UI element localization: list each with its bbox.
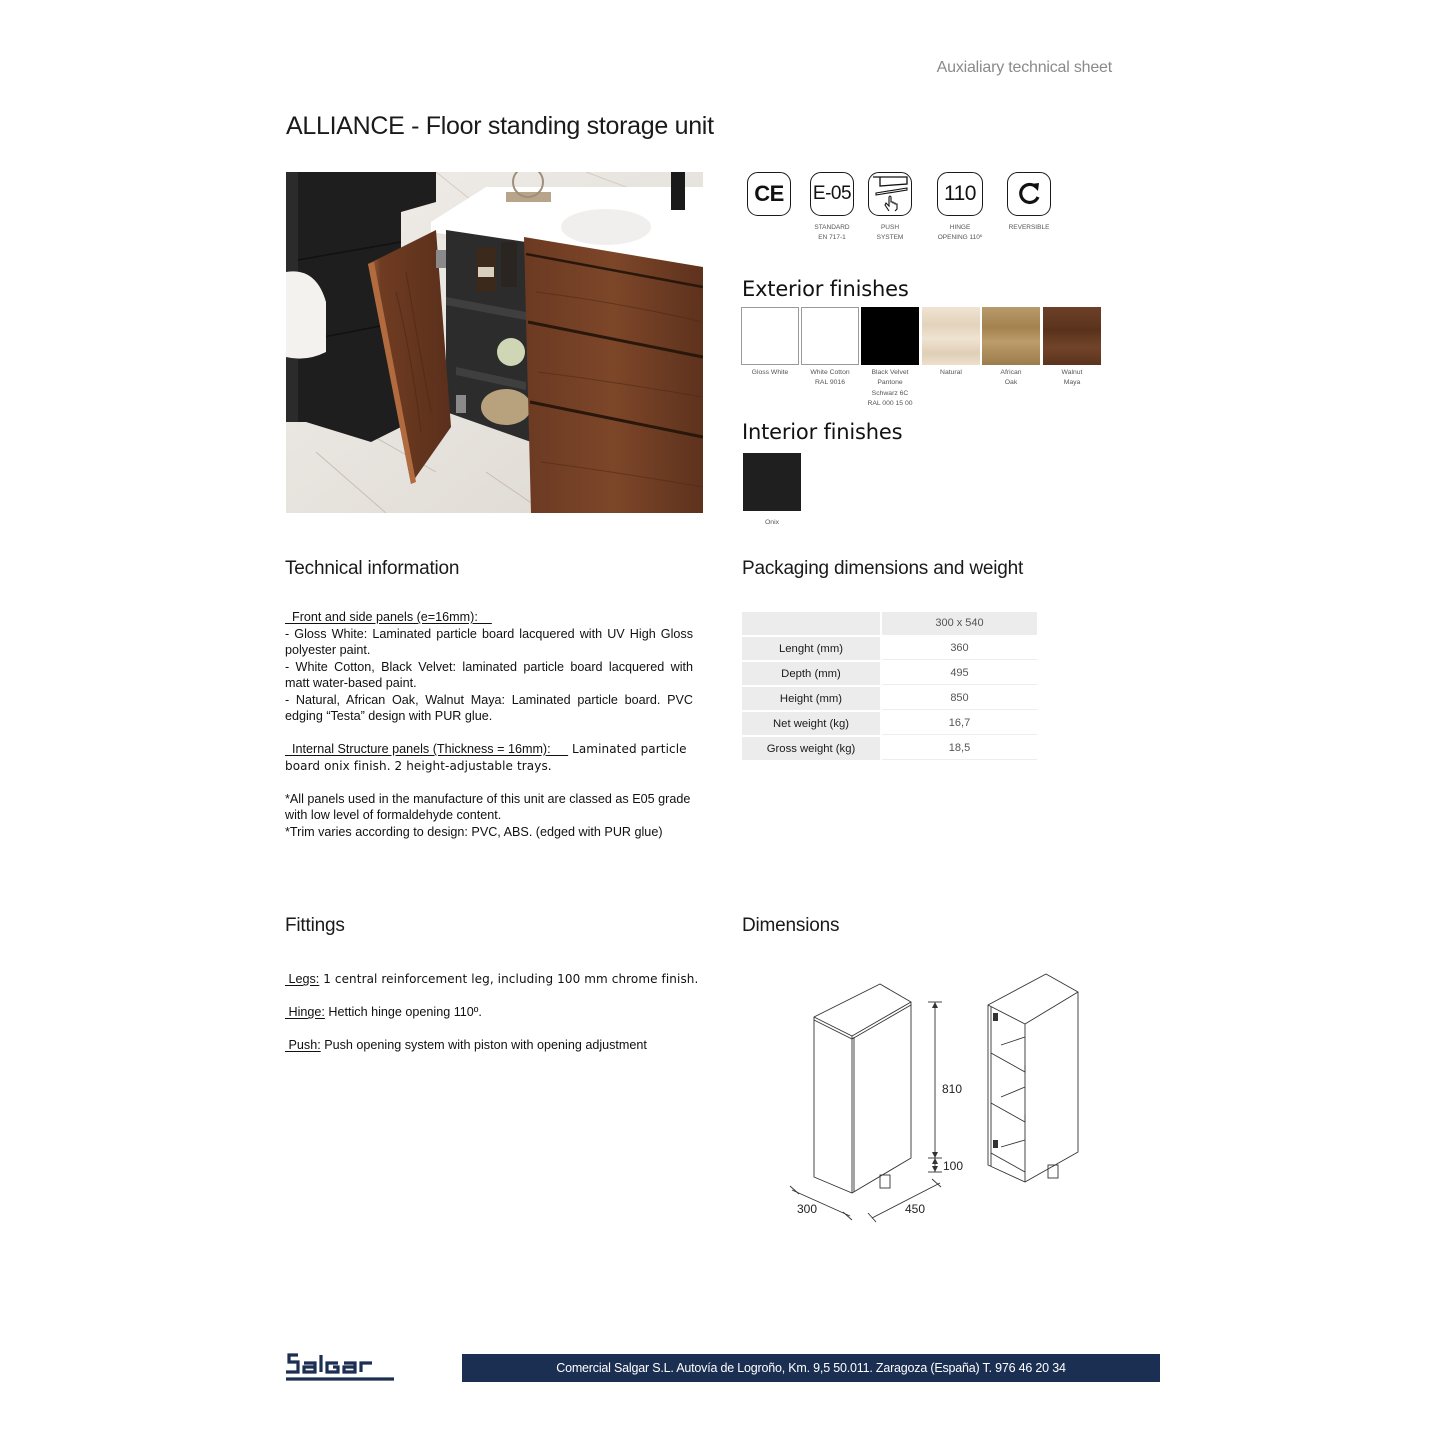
technical-information-title: Technical information <box>285 558 460 579</box>
salgar-logo <box>284 1352 398 1384</box>
ce-mark-feature <box>741 172 797 216</box>
fitting-text: 1 central reinforcement leg, including 100 mm chrome finish. <box>319 972 699 986</box>
feature-icons <box>741 172 1071 252</box>
dimensions-title: Dimensions <box>742 915 840 936</box>
packaging-table <box>740 610 1039 762</box>
swatch-chip <box>741 307 799 365</box>
row-label: Height (mm) <box>742 687 880 710</box>
swatch-african-oak <box>982 307 1040 389</box>
reversible-icon <box>1007 172 1051 216</box>
swatch-black-velvet <box>861 307 919 409</box>
product-photo <box>286 172 703 513</box>
fittings-body <box>285 971 715 1070</box>
row-value: 850 <box>882 687 1037 710</box>
swatch-label: Schwarz 6C <box>871 389 909 397</box>
feature-caption: SYSTEM <box>876 234 904 241</box>
swatch-chip <box>861 307 919 365</box>
swatch-chip <box>1043 307 1101 365</box>
table-row <box>742 712 1037 735</box>
fitting-text: Hettich hinge opening 110º. <box>324 1005 482 1019</box>
dimensions-drawing <box>780 965 1100 1225</box>
height-dimension-label: 810 <box>942 1082 963 1096</box>
page-title: ALLIANCE - Floor standing storage unit <box>286 112 714 140</box>
row-value: 495 <box>882 662 1037 685</box>
swatch-walnut-maya <box>1043 307 1101 389</box>
row-label: Gross weight (kg) <box>742 737 880 760</box>
tech-line: - Natural, African Oak, Walnut Maya: Laminated particle board. PVC edging “Testa” design with PUR glue. <box>285 692 693 723</box>
tech-note: *Trim varies according to design: PVC, ABS. (edged with PUR glue) <box>285 824 663 839</box>
swatch-chip <box>982 307 1040 365</box>
row-value: 16,7 <box>882 712 1037 735</box>
feature-caption: PUSH <box>880 224 900 231</box>
e05-standard-feature <box>804 172 860 243</box>
swatch-label: Black Velvet <box>871 369 909 376</box>
push-system-icon <box>868 172 912 216</box>
swatch-label: Onix <box>765 519 779 526</box>
tech-line: - Gloss White: Laminated particle board lacquered with UV High Gloss polyester paint. <box>285 626 693 657</box>
swatch-label: RAL 9016 <box>815 379 845 387</box>
swatch-label: African <box>1000 369 1022 376</box>
row-label: Lenght (mm) <box>742 637 880 660</box>
table-column-header: 300 x 540 <box>882 612 1037 635</box>
swatch-label: Maya <box>1063 379 1081 387</box>
front-panels-heading: Front and side panels (e=16mm): <box>285 610 492 624</box>
depth-dimension-label: 450 <box>905 1202 926 1216</box>
feature-caption: REVERSIBLE <box>1008 224 1050 231</box>
technical-information-body <box>285 609 693 840</box>
table-row <box>742 612 1037 635</box>
fitting-legs <box>285 971 715 988</box>
fitting-text: Push opening system with piston with opening adjustment <box>320 1038 647 1052</box>
fitting-hinge <box>285 1004 715 1021</box>
row-value: 360 <box>882 637 1037 660</box>
table-corner-cell <box>742 612 880 635</box>
swatch-label: Natural <box>940 369 962 376</box>
table-row <box>742 662 1037 685</box>
swatch-chip <box>801 307 859 365</box>
fitting-label: Legs: <box>285 972 320 986</box>
swatch-natural <box>922 307 980 378</box>
swatch-label: Gloss White <box>751 369 789 376</box>
feature-caption: EN 717-1 <box>818 234 846 241</box>
swatch-white-cotton <box>801 307 859 389</box>
internal-structure-heading: Internal Structure panels (Thickness = 16mm): <box>285 742 569 756</box>
leg-height-dimension-label: 100 <box>943 1159 964 1173</box>
row-value: 18,5 <box>882 737 1037 760</box>
sheet-label: Auxialiary technical sheet <box>936 59 1112 76</box>
internal-structure-text: Laminated particle board onix finish. 2 height-adjustable trays. <box>285 742 687 773</box>
e05-standard-icon: E-05 <box>810 172 854 216</box>
width-dimension-label: 300 <box>797 1202 818 1216</box>
ce-mark-icon: CE <box>747 172 791 216</box>
row-label: Net weight (kg) <box>742 712 880 735</box>
swatch-gloss-white <box>741 307 799 378</box>
fitting-label: Push: <box>285 1038 321 1052</box>
feature-caption: HINGE <box>949 224 971 231</box>
footer-address-bar: Comercial Salgar S.L. Autovía de Logroño, Km. 9,5 50.011. Zaragoza (España) T. 976 46 20 34 <box>462 1354 1160 1382</box>
swatch-label: Pantone <box>877 379 903 387</box>
packaging-title: Packaging dimensions and weight <box>742 558 1024 579</box>
feature-caption: STANDARD <box>814 224 850 231</box>
swatch-label: RAL 000 15 00 <box>867 399 913 407</box>
fitting-push <box>285 1037 715 1054</box>
hinge-110-icon: 110 <box>937 172 983 216</box>
swatch-onix <box>743 453 801 526</box>
swatch-chip <box>743 453 801 511</box>
hinge-110-feature <box>932 172 988 243</box>
swatch-label: White Cotton <box>810 369 850 376</box>
fittings-title: Fittings <box>285 915 345 936</box>
row-label: Depth (mm) <box>742 662 880 685</box>
feature-caption: OPENING 110º <box>937 234 983 241</box>
table-row <box>742 637 1037 660</box>
swatch-label: Oak <box>1004 379 1018 387</box>
tech-note: *All panels used in the manufacture of this unit are classed as E05 grade with low level of formaldehyde content. <box>285 791 691 822</box>
swatch-chip <box>922 307 980 365</box>
table-row <box>742 737 1037 760</box>
fitting-label: Hinge: <box>285 1005 325 1019</box>
exterior-finishes-title: Exterior finishes <box>742 277 909 301</box>
swatch-label: Walnut <box>1061 369 1083 376</box>
brand-name: Salgar <box>284 1352 287 1353</box>
push-system-feature <box>862 172 918 243</box>
interior-finishes-title: Interior finishes <box>742 420 903 444</box>
table-row <box>742 687 1037 710</box>
reversible-feature <box>1001 172 1057 233</box>
tech-line: - White Cotton, Black Velvet: laminated particle board lacquered with matt water-based paint. <box>285 659 693 690</box>
